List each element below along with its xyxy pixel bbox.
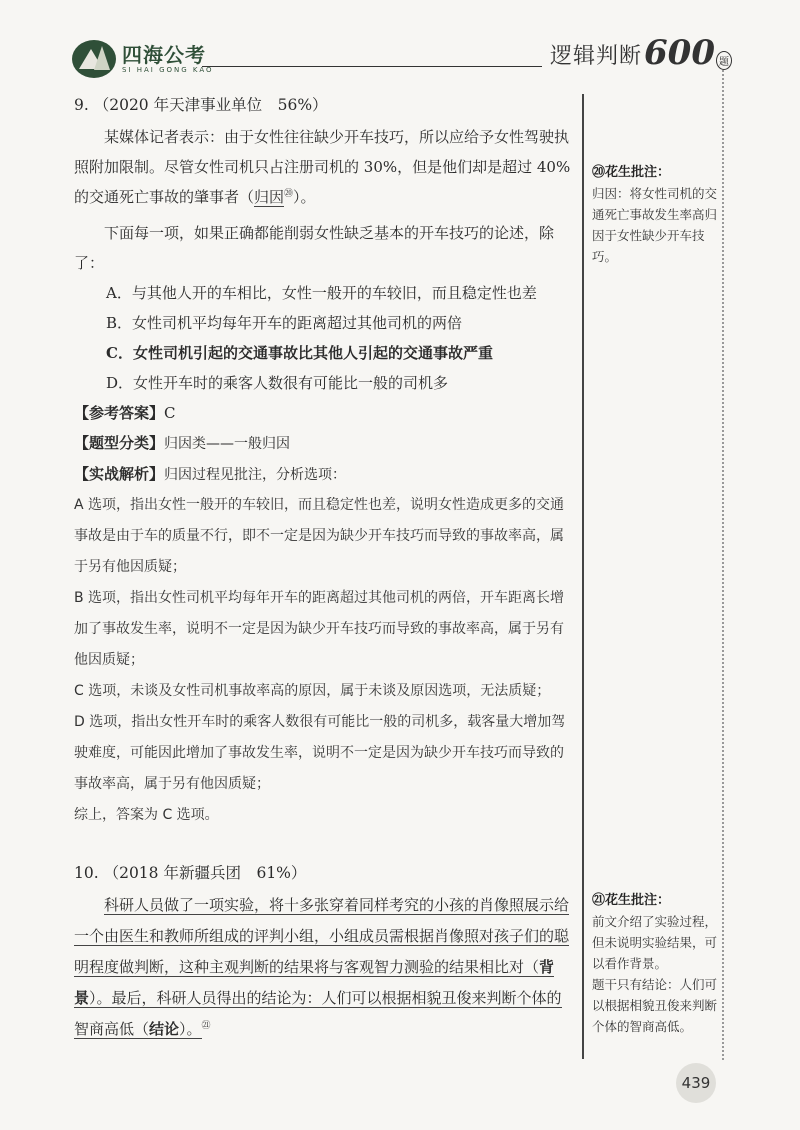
note-20-body: 归因：将女性司机的交通死亡事故发生率高归因于女性缺少开车技巧。 <box>592 186 718 264</box>
note-21-title: ㉑花生批注： <box>592 893 671 908</box>
page-number: 439 <box>676 1063 716 1103</box>
stem-text-end: ）。 <box>179 1020 202 1038</box>
annotation-mark-conclusion: 结论 <box>149 1020 180 1038</box>
option-c: C．女性司机引起的交通事故比其他人引起的交通事故严重 <box>106 344 493 362</box>
mountain-logo-icon <box>72 40 116 78</box>
book-title-text: 逻辑判断 <box>550 44 643 69</box>
stem-underlined <box>74 896 569 1039</box>
analysis-line <box>74 459 574 490</box>
type-value: 归因类——一般归因 <box>164 436 291 452</box>
note-ref-21: ㉑ <box>201 1021 211 1031</box>
logo-en-text: SI HAI GONG KAO <box>122 65 214 74</box>
logo-cn-text: 四海公考 <box>122 42 206 67</box>
header-rule <box>202 66 542 67</box>
question-10 <box>74 858 574 1045</box>
book-title <box>550 33 732 73</box>
margin-note-20 <box>592 162 724 267</box>
explanation-b: B 选项，指出女性司机平均每年开车的距离超过其他司机的两倍，开车距离长增加了事故发生率，说明不一定是因为缺少开车技巧而导致的事故率高，属于另有他因质疑； <box>74 590 565 668</box>
type-line <box>74 428 574 459</box>
annotation-mark-background: 背景 <box>74 958 555 1007</box>
explanation-summary: 综上，答案为 C 选项。 <box>74 807 219 823</box>
explanation-a: A 选项，指出女性一般开的车较旧，而且稳定性也差，说明女性造成更多的交通事故是由于车的质量不行，即不一定是因为缺少开车技巧而导致的事故率高，属于另有他因质疑； <box>74 497 565 575</box>
book-title-ti: 题 <box>716 51 732 70</box>
answer-value: C <box>164 404 176 422</box>
stem-text-end: ）。 <box>293 188 316 206</box>
page-header <box>72 33 732 86</box>
question-10-header: 10. （2018 年新疆兵团 61%） <box>74 864 307 882</box>
option-a: A．与其他人开的车相比，女性一般开的车较旧，而且稳定性也差 <box>106 284 537 302</box>
question-9-stem <box>74 122 574 212</box>
annotation-mark-guiyin: 归因 <box>254 188 285 206</box>
stem-text: 某媒体记者表示：由于女性往往缺少开车技巧，所以应给予女性驾驶执照附加限制。尽管女性司机只占注册司机的 30%，但是他们却是超过 40% 的交通死亡事故的肇事者（ <box>74 128 571 206</box>
question-9-header: 9. （2020 年天津事业单位 56%） <box>74 96 328 114</box>
margin-note-21 <box>592 890 724 1037</box>
answer-label: 【参考答案】 <box>74 404 165 422</box>
explanation-c: C 选项，未谈及女性司机事故率高的原因，属于未谈及原因选项，无法质疑； <box>74 683 551 699</box>
margin-divider <box>582 94 584 1059</box>
publisher-logo <box>72 40 214 78</box>
note-21-body-2: 题干只有结论：人们可以根据相貌丑俊来判断个体的智商高低。 <box>592 977 718 1034</box>
question-10-stem <box>74 890 574 1045</box>
answer-line <box>74 398 574 428</box>
analysis-label: 【实战解析】 <box>74 465 165 483</box>
note-ref-20: ⑳ <box>284 189 294 199</box>
analysis-value: 归因过程见批注，分析选项： <box>164 467 347 483</box>
explanation-d: D 选项，指出女性开车时的乘客人数很有可能比一般的司机多，载客量大增加驾驶难度，可能因此增加了事故发生率，说明不一定是因为缺少开车技巧而导致的事故率高，属于另有他因质疑； <box>74 714 566 792</box>
note-21-body-1: 前文介绍了实验过程，但未说明实验结果，可以看作背景。 <box>592 914 718 971</box>
book-title-number: 600 <box>644 33 715 73</box>
option-b: B．女性司机平均每年开车的距离超过其他司机的两倍 <box>106 314 463 332</box>
type-label: 【题型分类】 <box>74 434 165 452</box>
stem-text-mid: ）。最后，科研人员得出的结论为：人们可以根据相貌丑俊来判断个体的智商高低（ <box>74 989 562 1038</box>
stem-text: 科研人员做了一项实验，将十多张穿着同样考究的小孩的肖像照展示给一个由医生和教师所组成的评判小组，小组成员需根据肖像照对孩子们的聪明程度做判断，这种主观判断的结果将与客观智力测验的结果相比对（ <box>74 896 570 976</box>
note-20-title: ⑳花生批注： <box>592 165 671 180</box>
question-9-prompt: 下面每一项，如果正确都能削弱女性缺乏基本的开车技巧的论述，除了： <box>74 224 555 272</box>
option-d: D．女性开车时的乘客人数很有可能比一般的司机多 <box>106 374 449 392</box>
question-9 <box>74 90 574 831</box>
